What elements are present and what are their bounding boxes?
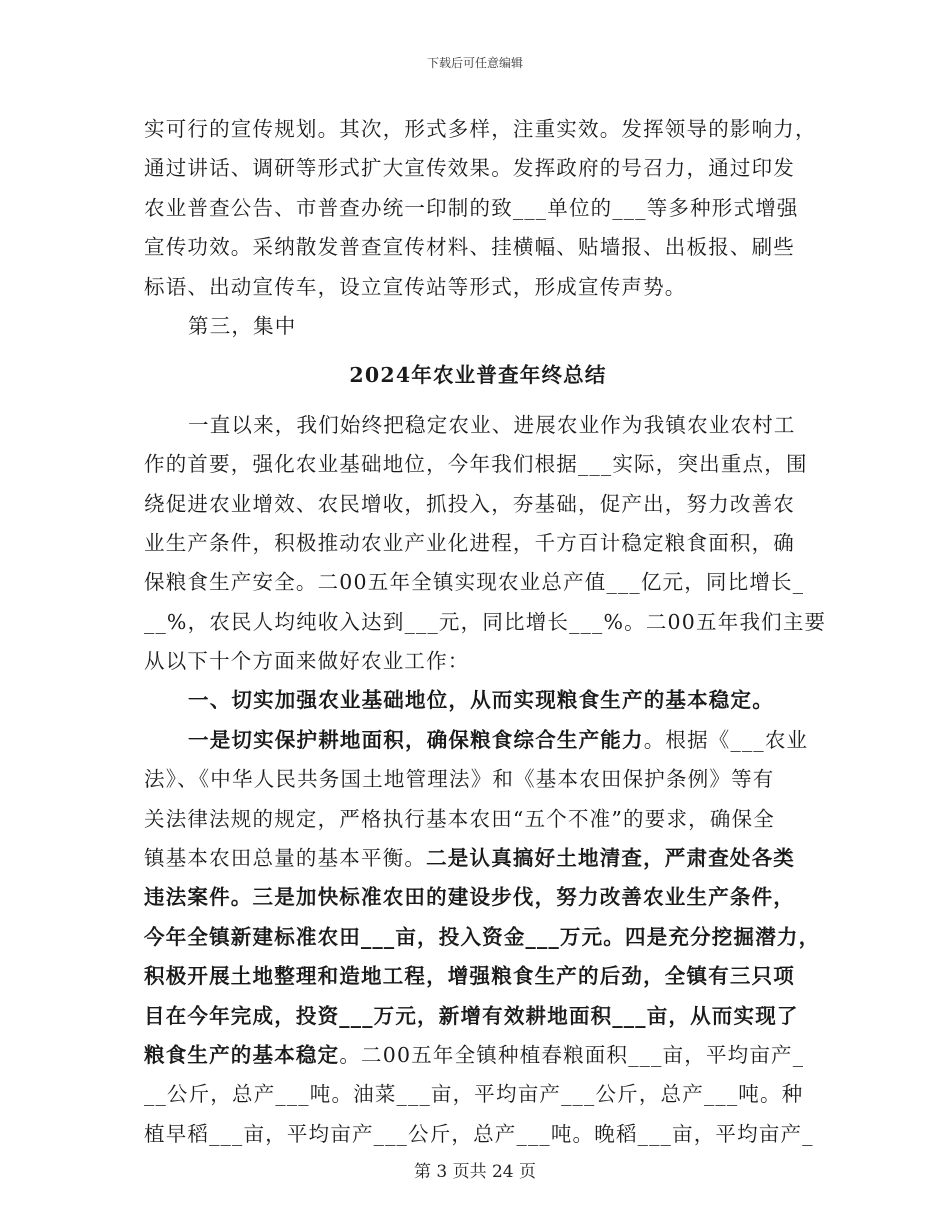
text-line: 一直以来，我们始终把稳定农业、进展农业作为我镇农业农村工 bbox=[188, 412, 796, 437]
text-line: 植早稻___亩，平均亩产___公斤，总产___吨。晚稻___亩，平均亩产_ bbox=[144, 1121, 814, 1146]
text-line: 绕促进农业增效、农民增收，抓投入，夯基础，促产出，努力改善农 bbox=[144, 491, 795, 516]
page-header: 下载后可任意编辑 bbox=[426, 56, 523, 70]
bold-phrase: 粮食生产的基本稳定 bbox=[144, 1042, 340, 1067]
text-line: 今年全镇新建标准农田___亩，投入资金___万元。四是充分挖掘潜力， bbox=[144, 924, 821, 949]
document-title: 2024年农业普查年终总结 bbox=[349, 363, 607, 388]
text-line: 业生产条件，积极推动农业产业化进程，千方百计稳定粮食面积，确 bbox=[144, 530, 795, 555]
text-line: 违法案件。三是加快标准农田的建设步伐，努力改善农业生产条件， bbox=[144, 885, 795, 910]
text-line: 法》、《中华人民共务国土地管理法》和《基本农田保护条例》等有 bbox=[144, 767, 775, 792]
text-line: __公斤，总产___吨。油菜___亩，平均亩产___公斤，总产___吨。种 bbox=[144, 1082, 804, 1107]
text-run: 。根据《___农业 bbox=[643, 727, 809, 752]
text-line: 宣传功效。采纳散发普查宣传材料、挂横幅、贴墙报、出板报、刷些 bbox=[144, 235, 795, 260]
text-line: 保粮食生产安全。二00五年全镇实现农业总产值___亿元，同比增长_ bbox=[144, 570, 805, 595]
bold-phrase: 一是切实保护耕地面积，确保粮食综合生产能力 bbox=[188, 727, 644, 752]
text-line: 积极开展土地整理和造地工程，增强粮食生产的后劲，全镇有三只项 bbox=[144, 964, 795, 989]
text-line: 实可行的宣传规划。其次，形式多样，注重实效。发挥领导的影响力， bbox=[144, 117, 817, 141]
text-line: 第三，集中 bbox=[188, 313, 297, 338]
document-body bbox=[144, 110, 827, 1154]
text-line: 目在今年完成，投资___万元，新增有效耕地面积___亩，从而实现了 bbox=[144, 1003, 799, 1028]
text-run: 镇基本农田总量的基本平衡。 bbox=[144, 846, 427, 871]
text-line: 通过讲话、调研等形式扩大宣传效果。发挥政府的号召力，通过印发 bbox=[144, 156, 795, 181]
text-line bbox=[144, 1036, 812, 1075]
text-line: 从以下十个方面来做好农业工作： bbox=[144, 649, 470, 674]
bold-phrase: 二是认真搞好土地清查，严肃查处各类 bbox=[426, 846, 796, 871]
page-footer: 第 3 页共 24 页 bbox=[413, 1162, 537, 1182]
text-line: 作的首要，强化农业基础地位，今年我们根据___实际，突出重点，围 bbox=[144, 452, 808, 477]
text-run: 。二00五年全镇种植春粮面积___亩，平均亩产_ bbox=[339, 1042, 805, 1067]
text-line: 农业普查公告、市普查办统一印制的致___单位的___等多种形式增强 bbox=[144, 195, 799, 220]
text-line: 标语、出动宣传车，设立宣传站等形式，形成宣传声势。 bbox=[144, 274, 687, 299]
section-heading: 一、切实加强农业基础地位，从而实现粮食生产的基本稳定。 bbox=[188, 688, 774, 713]
text-line: 关法律法规的规定，严格执行基本农田“五个不准”的要求，确保全 bbox=[144, 806, 775, 831]
text-line bbox=[144, 721, 812, 760]
text-line bbox=[144, 839, 812, 878]
text-line: __%，农民人均纯收入达到___元，同比增长___%。二00五年我们主要 bbox=[144, 609, 827, 634]
